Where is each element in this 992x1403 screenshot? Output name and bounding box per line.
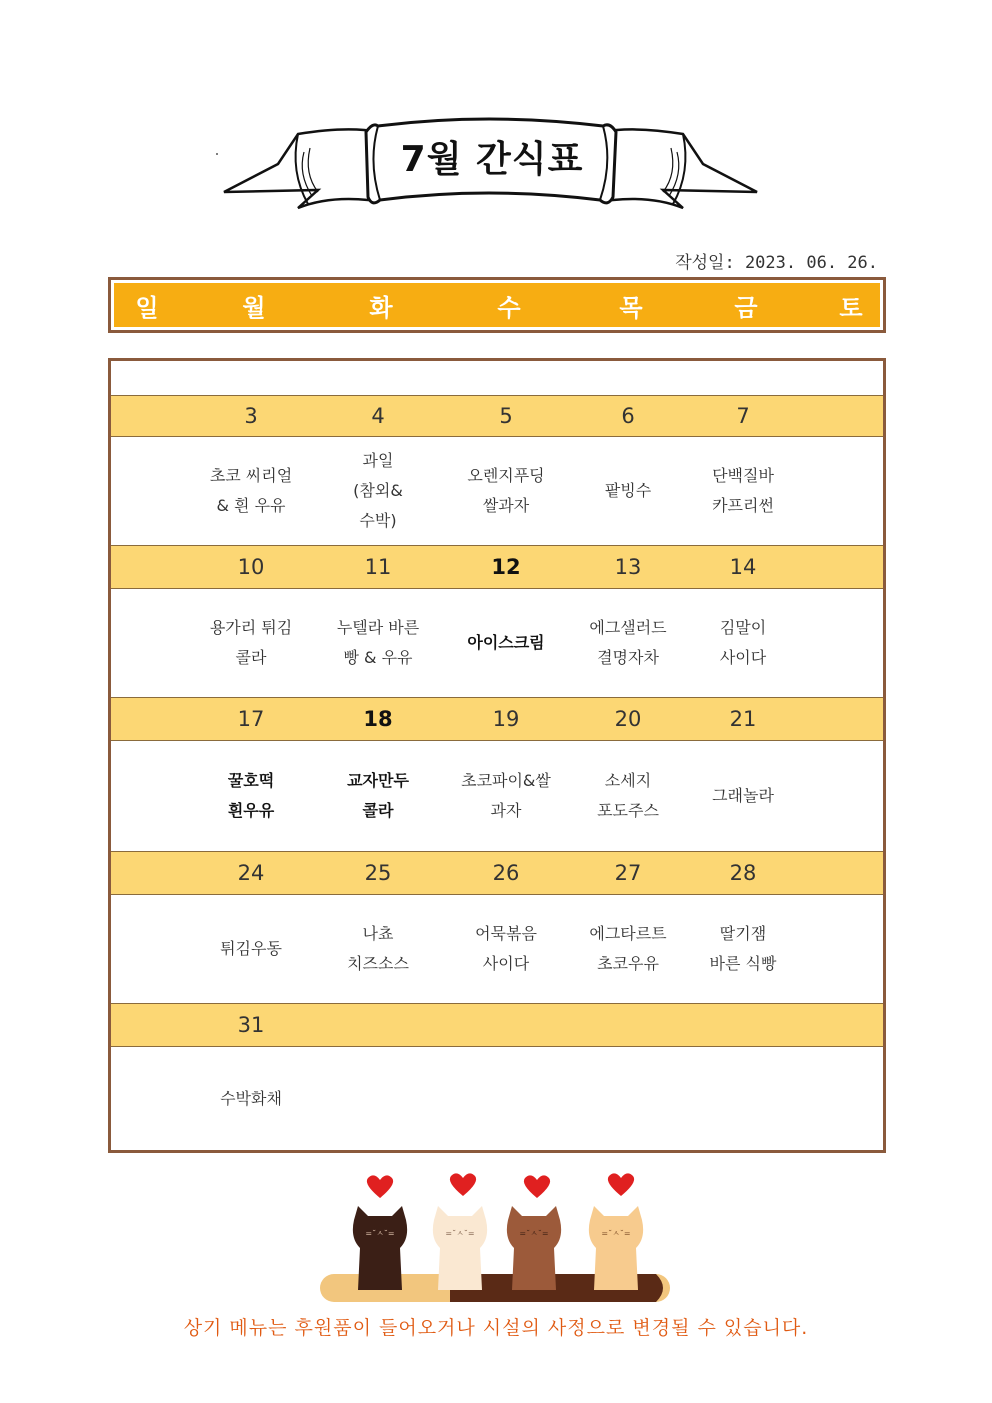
written-date: 작성일: 2023. 06. 26.: [675, 253, 878, 273]
page-title: 7월 간식표: [400, 138, 584, 180]
menu-row: [111, 589, 883, 697]
day-tuesday: 화: [369, 293, 393, 322]
date-cell: 4: [371, 404, 385, 428]
menu-cell: 나쵸 치즈소스: [347, 924, 409, 973]
date-cell: 12: [491, 555, 521, 579]
menu-cell: 수박화채: [220, 1089, 282, 1108]
menu-cell: 오렌지푸딩 쌀과자: [467, 466, 545, 515]
menu-row: [111, 741, 883, 851]
date-cell: 14: [729, 555, 757, 579]
menu-cell: 과일 (참외& 수박): [353, 451, 403, 530]
svg-text:=˘ㅅ˘=: =˘ㅅ˘=: [519, 1229, 549, 1238]
menu-cell: 에그타르트 초코우유: [589, 924, 667, 973]
day-sunday: 일: [135, 293, 159, 322]
menu-cell: 어묵볶음 사이다: [475, 924, 537, 973]
menu-cell: 단백질바 카프리썬: [712, 466, 774, 515]
stray-dot: [216, 153, 218, 155]
menu-cell: 누텔라 바른 빵 & 우유: [336, 618, 420, 667]
date-cell: 25: [364, 861, 392, 885]
menu-cell: 초코파이&쌀 과자: [461, 771, 551, 820]
weekday-header-bar: [114, 283, 880, 327]
menu-cell: 딸기잼 바른 식빵: [709, 924, 777, 973]
cats-illustration: [318, 1162, 674, 1306]
notice-text: 상기 메뉴는 후원품이 들어오거나 시설의 사정으로 변경될 수 있습니다.: [183, 1317, 809, 1339]
menu-cell: 팥빙수: [604, 481, 652, 500]
date-cell: 11: [364, 555, 392, 579]
date-cell: 17: [237, 707, 265, 731]
svg-text:=˘ㅅ˘=: =˘ㅅ˘=: [601, 1229, 631, 1238]
date-cell: 10: [237, 555, 265, 579]
cat-icon: [353, 1206, 407, 1290]
day-saturday: 토: [839, 293, 863, 322]
day-monday: 월: [242, 293, 266, 322]
menu-cell: 소세지 포도주스: [597, 771, 659, 820]
cat-icon: [589, 1206, 643, 1290]
day-wednesday: 수: [497, 293, 521, 322]
menu-cell: 그래놀라: [712, 786, 774, 805]
weekday-header: [108, 277, 886, 333]
menu-row: [111, 1047, 883, 1151]
date-row: [111, 1003, 883, 1047]
menu-cell: 용가리 튀김 콜라: [209, 618, 293, 667]
cat-icon: [507, 1206, 561, 1290]
svg-text:=˘ㅅ˘=: =˘ㅅ˘=: [445, 1229, 475, 1238]
date-cell: 20: [614, 707, 642, 731]
cat-icon: [433, 1206, 487, 1290]
date-cell: 28: [729, 861, 757, 885]
day-thursday: 목: [619, 293, 643, 322]
svg-text:=˘ㅅ˘=: =˘ㅅ˘=: [365, 1229, 395, 1238]
date-row: [111, 395, 883, 437]
menu-cell: 교자만두 콜라: [347, 771, 409, 820]
date-cell: 13: [614, 555, 642, 579]
date-cell: 26: [492, 861, 520, 885]
menu-cell: 김말이 사이다: [719, 618, 767, 667]
date-cell: 7: [736, 404, 750, 428]
menu-cell: 에그샐러드 결명자차: [589, 618, 667, 667]
heart-icon: [367, 1175, 393, 1198]
date-row: [111, 851, 883, 895]
heart-icon: [608, 1173, 634, 1196]
date-cell: 27: [614, 861, 642, 885]
date-cell: 21: [729, 707, 757, 731]
date-cell: 18: [363, 707, 393, 731]
date-cell: 3: [244, 404, 258, 428]
date-cell: 31: [237, 1013, 265, 1037]
menu-cell: 꿀호떡 흰우유: [227, 771, 275, 820]
menu-row: [111, 895, 883, 1003]
menu-row: [111, 437, 883, 545]
snack-calendar: [108, 358, 886, 1153]
date-cell: 24: [237, 861, 265, 885]
menu-cell: 튀김우동: [220, 939, 282, 958]
heart-icon: [524, 1175, 550, 1198]
date-cell: 5: [499, 404, 513, 428]
day-friday: 금: [734, 293, 758, 322]
heart-icon: [450, 1173, 476, 1196]
date-row: [111, 545, 883, 589]
date-row: [111, 697, 883, 741]
date-cell: 6: [621, 404, 635, 428]
menu-cell: 초코 씨리얼 & 흰 우유: [209, 466, 293, 515]
date-cell: 19: [492, 707, 520, 731]
menu-cell: 아이스크림: [467, 633, 545, 652]
